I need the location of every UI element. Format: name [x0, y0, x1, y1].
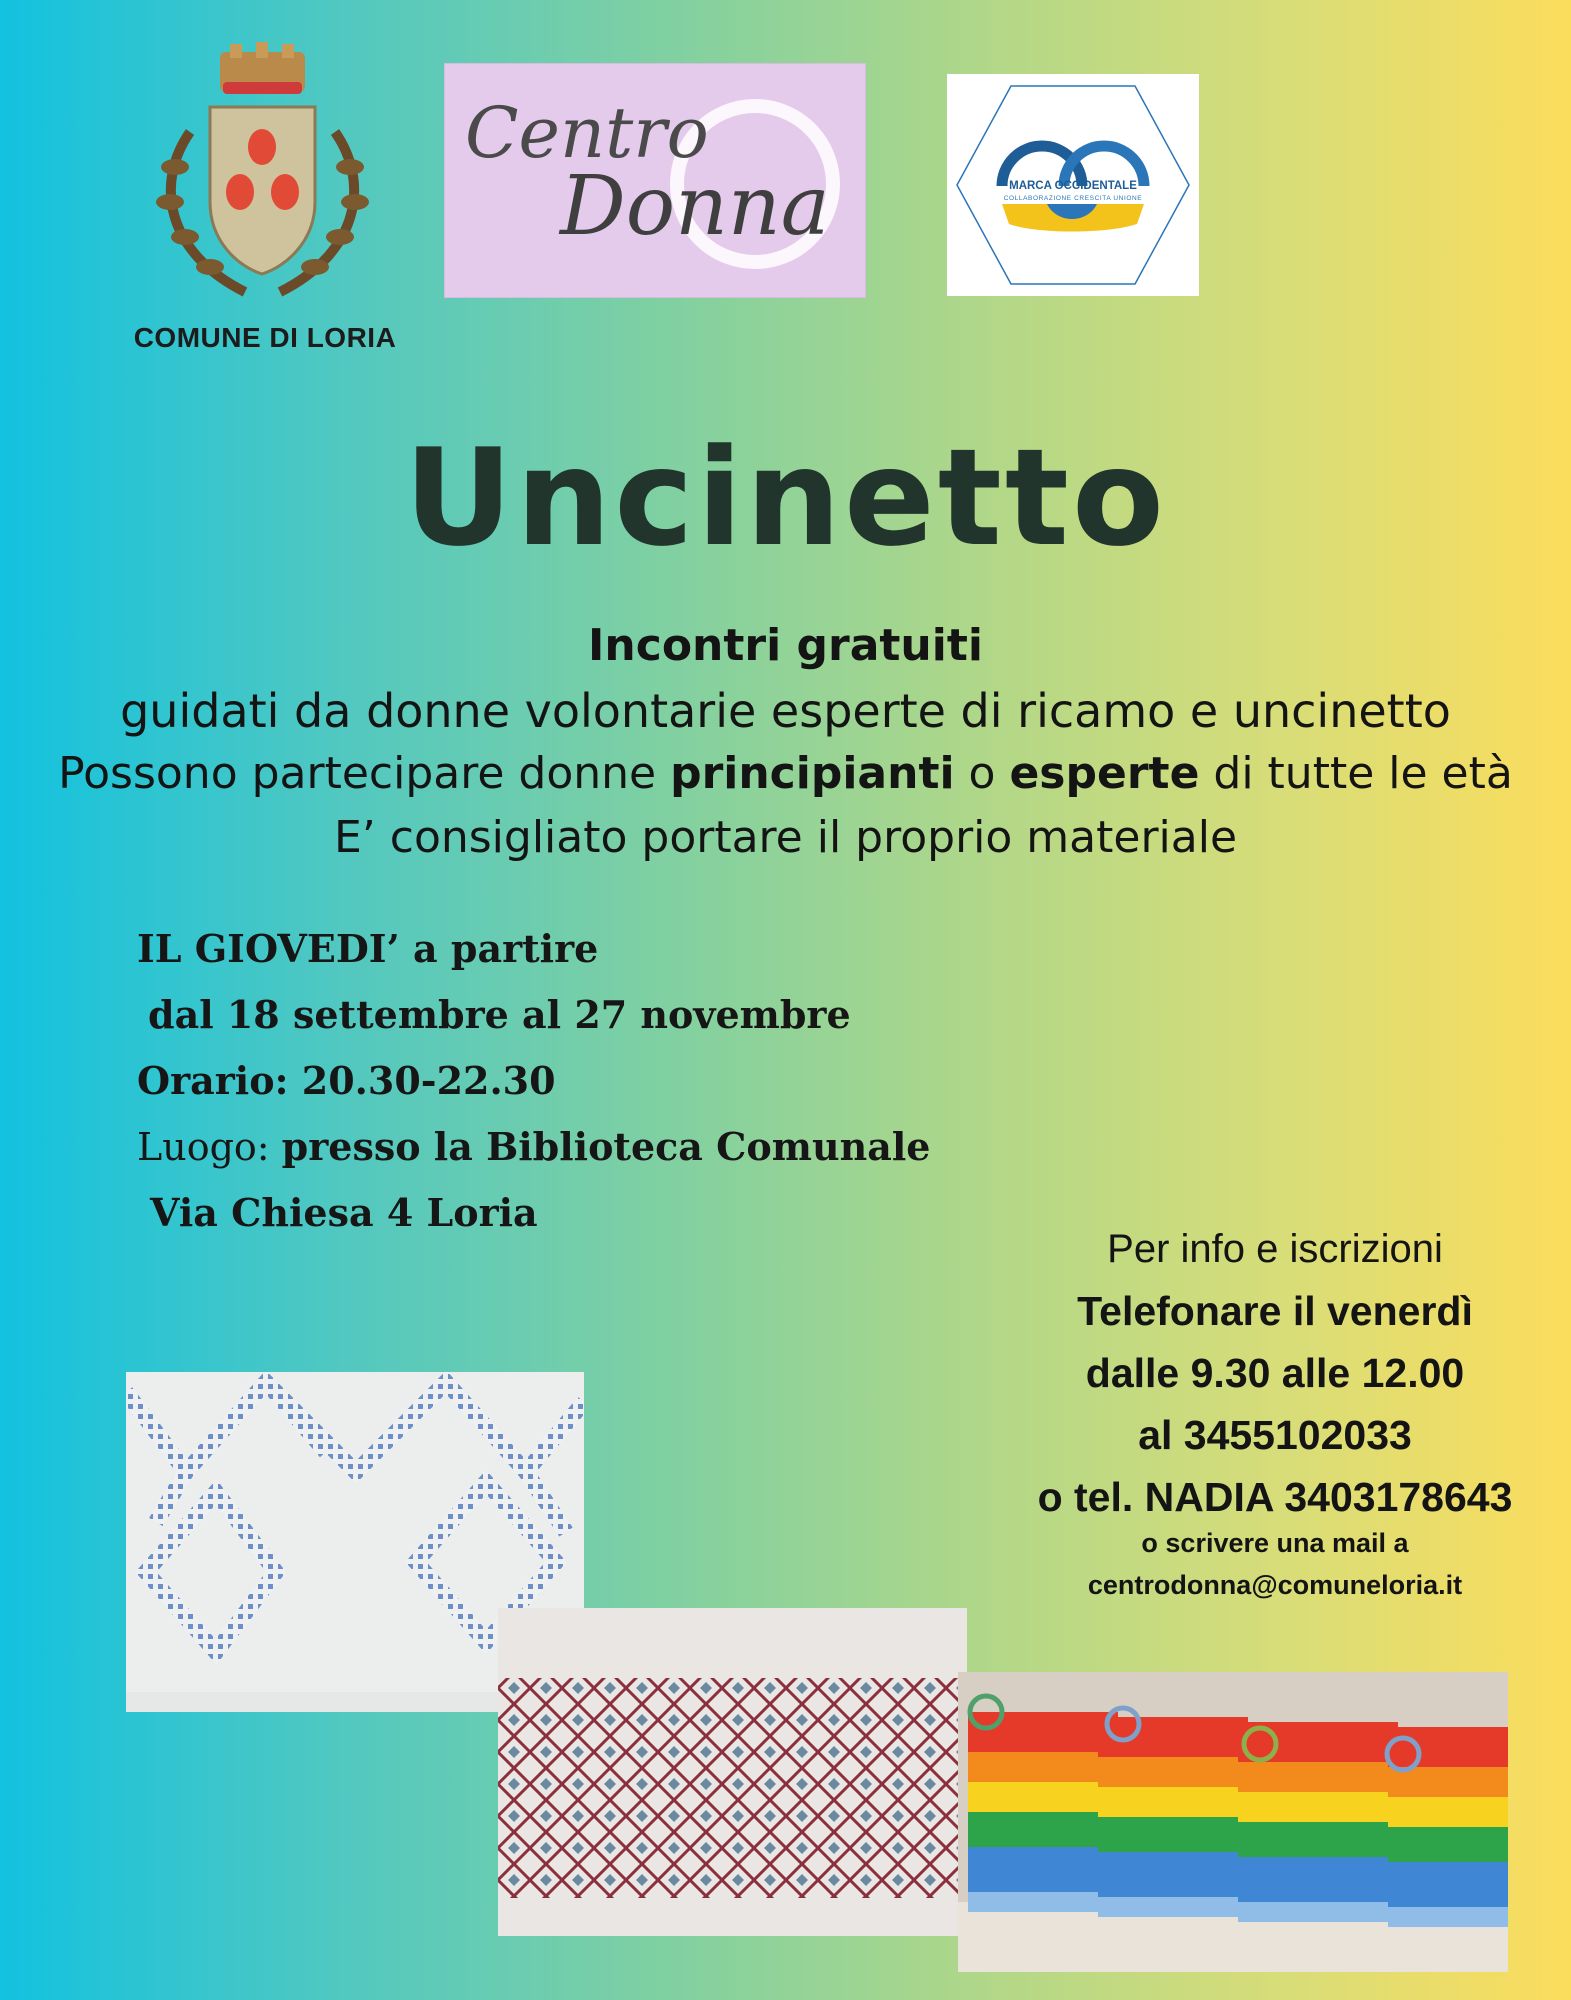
who-experts: esperte	[1009, 748, 1200, 799]
place-value: presso la Biblioteca Comunale	[281, 1124, 931, 1169]
contact-call-day: Telefonare il venerdì	[1077, 1288, 1473, 1334]
contact-mail-intro: o scrivere una mail a	[1141, 1528, 1409, 1558]
page-title: Uncinetto	[403, 420, 1168, 576]
contact-alt-phone: o tel. NADIA 3403178643	[1037, 1474, 1513, 1520]
who-prefix: Possono partecipare donne	[58, 748, 671, 799]
schedule-time: Orario: 20.30-22.30	[137, 1058, 556, 1103]
centro-logo-word-donna: Donna	[560, 159, 830, 254]
marca-logo-subtitle: COLLABORAZIONE CRESCITA UNIONE	[1003, 195, 1143, 202]
crochet-pouches-photo	[958, 1672, 1508, 1972]
who-or: o	[954, 748, 1010, 799]
centro-logo-word-centro: Centro	[465, 92, 709, 174]
participants-description	[0, 748, 1571, 799]
schedule-place	[137, 1124, 930, 1169]
guided-description: guidati da donne volontarie esperte di ricamo e uncinetto	[120, 684, 1451, 738]
schedule-day: IL GIOVEDI’ a partire	[137, 926, 599, 971]
contact-email[interactable]: centrodonna@comuneloria.it	[1087, 1570, 1463, 1600]
free-meetings-heading: Incontri gratuiti	[588, 620, 983, 671]
contact-phone: al 3455102033	[1138, 1412, 1412, 1458]
schedule-dates: dal 18 settembre al 27 novembre	[148, 992, 851, 1037]
cross-stitch-photo	[498, 1608, 967, 1936]
who-beginners: principianti	[670, 748, 955, 799]
contact-intro: Per info e iscrizioni	[1107, 1227, 1443, 1271]
material-note: E’ consigliato portare il proprio materiale	[333, 812, 1238, 863]
marca-occidentale-logo	[947, 74, 1199, 296]
schedule-address: Via Chiesa 4 Loria	[150, 1190, 538, 1235]
marca-logo-title: MARCA OCCIDENTALE	[1009, 180, 1137, 192]
centro-donna-logo	[444, 63, 866, 298]
comune-crest-logo	[135, 42, 390, 312]
contact-hours: dalle 9.30 alle 12.00	[1085, 1350, 1465, 1396]
who-suffix: di tutte le età	[1199, 748, 1513, 799]
place-label: Luogo:	[137, 1125, 282, 1169]
comune-label: COMUNE DI LORIA	[133, 322, 397, 353]
